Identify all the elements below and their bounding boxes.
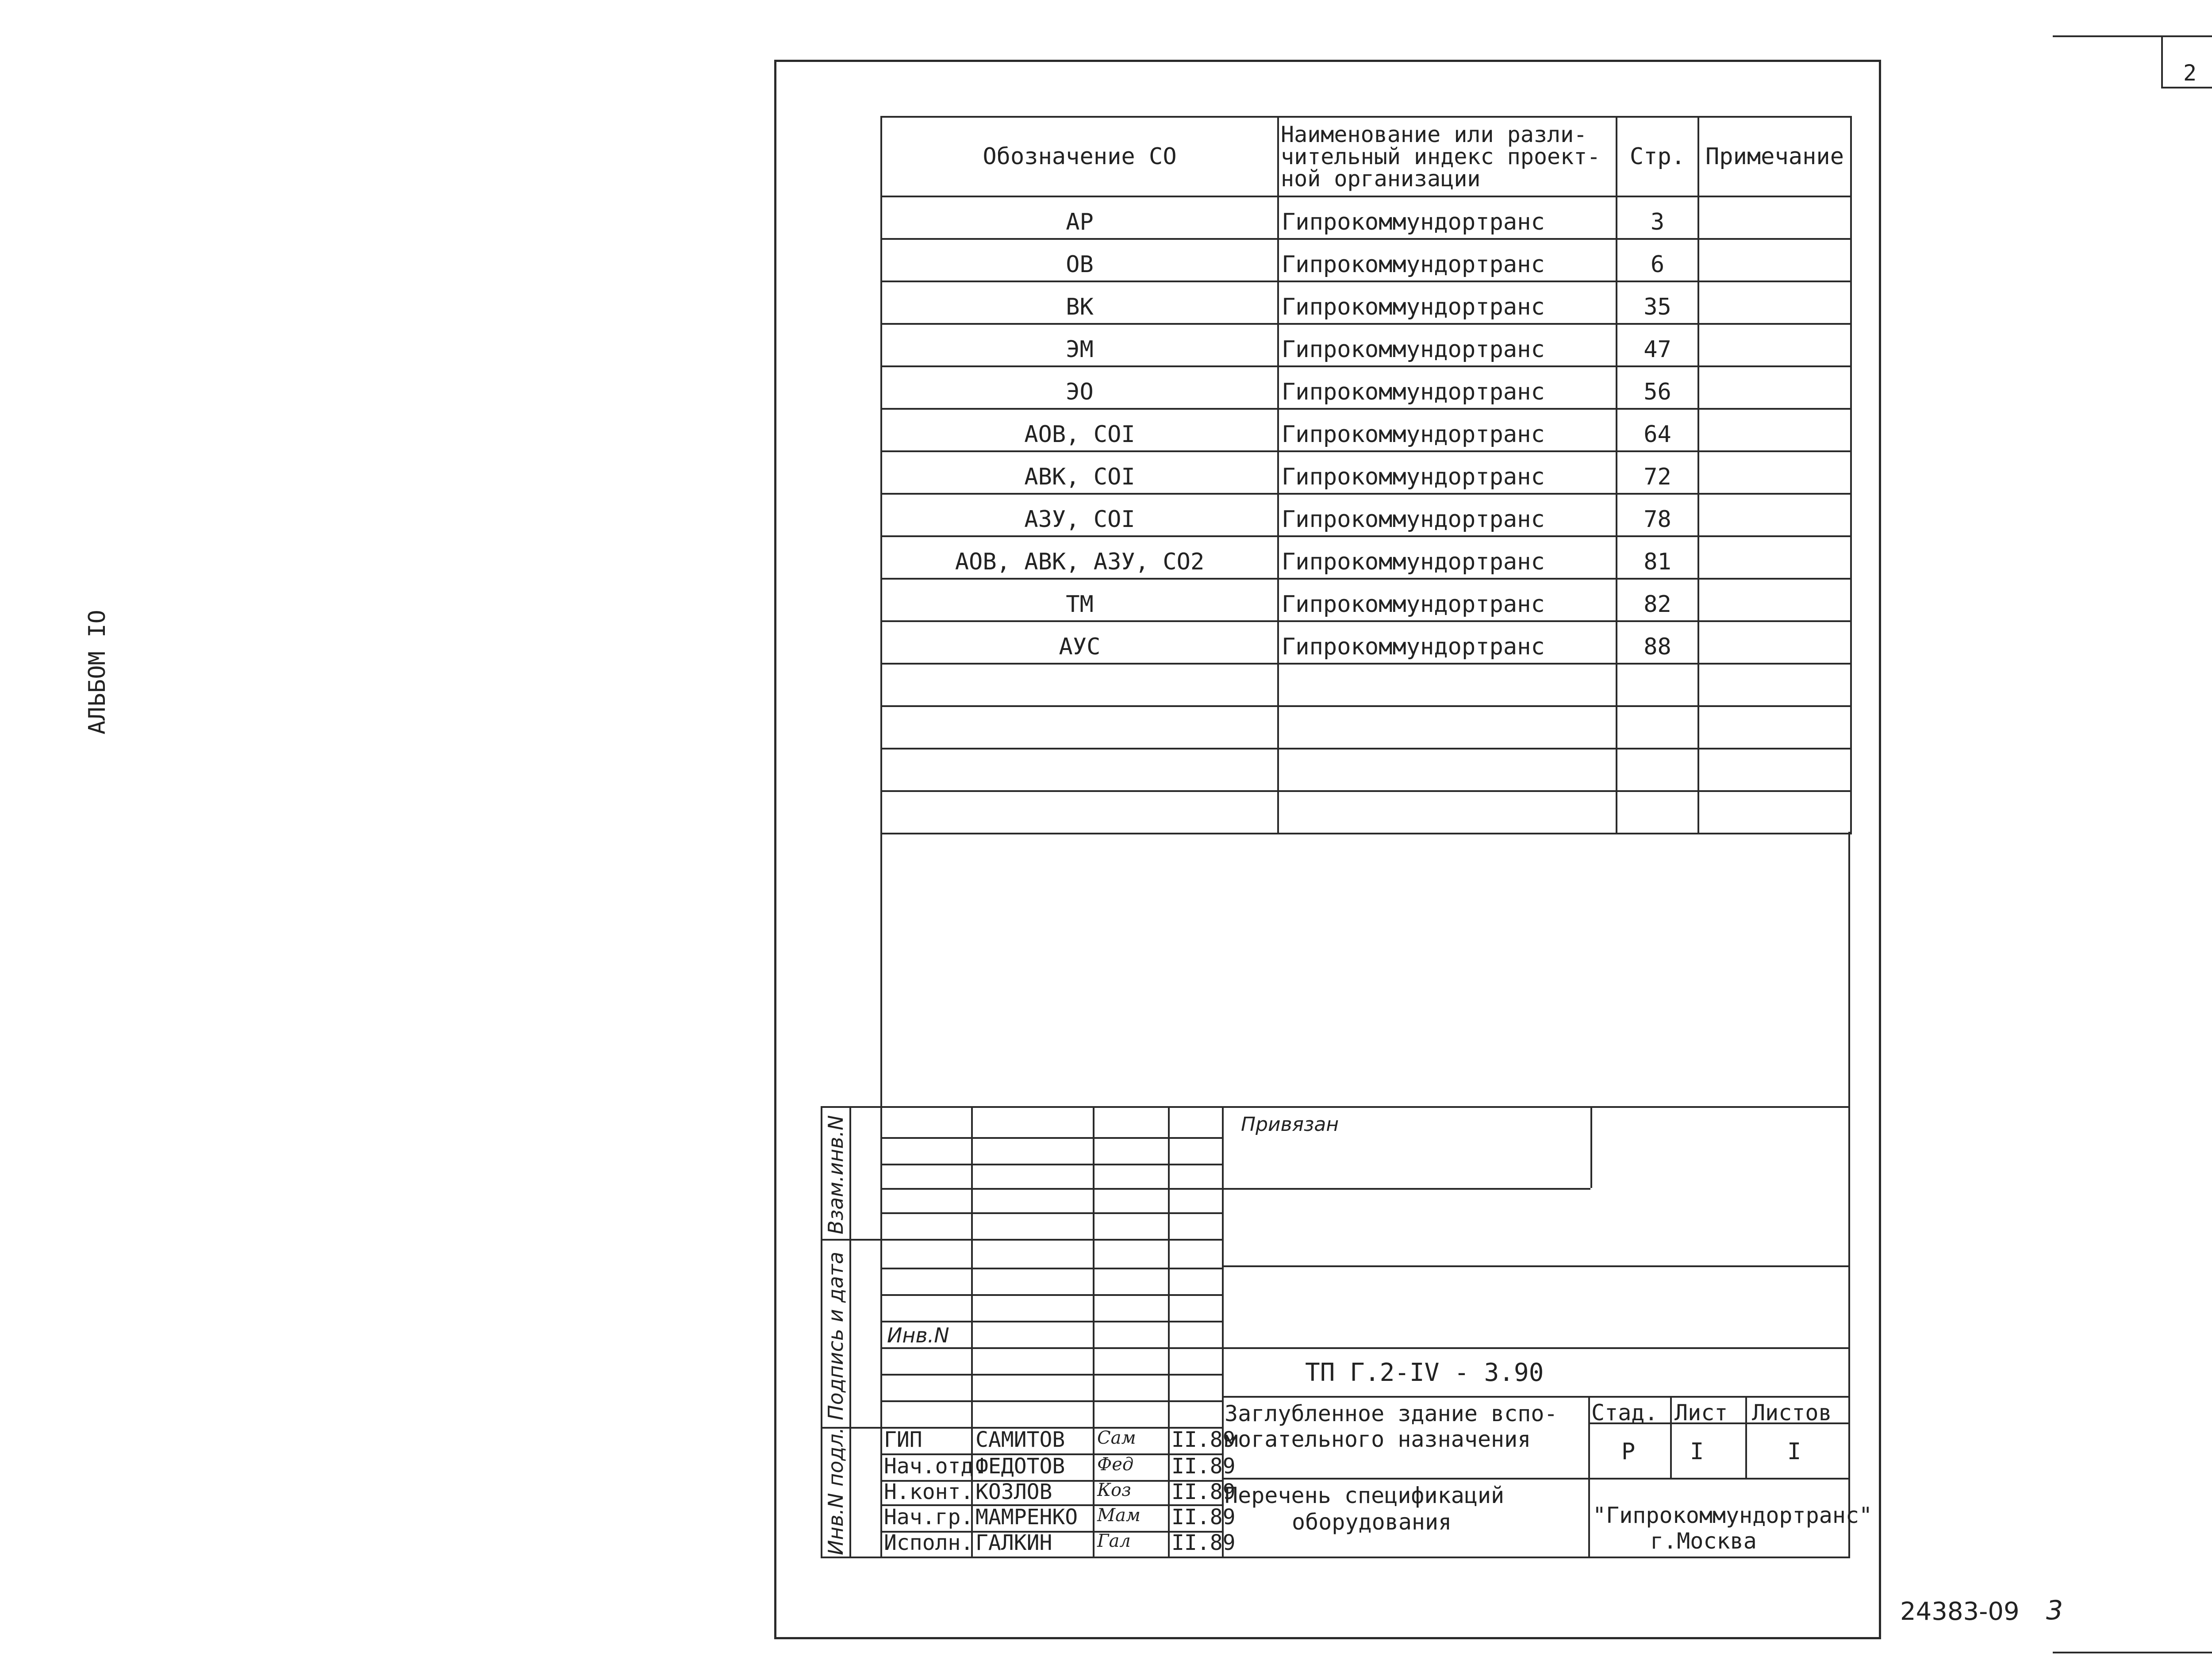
spec-row bbox=[881, 324, 1851, 366]
spec-cell-page: 56 bbox=[1617, 366, 1698, 409]
footer-code: 24383-09 bbox=[1900, 1597, 2020, 1626]
corner-bottom-line bbox=[2053, 1652, 2212, 1653]
tb-right-h-4 bbox=[1222, 1478, 1850, 1480]
staff-date: II.89 bbox=[1171, 1427, 1236, 1452]
spec-cell-note bbox=[1698, 749, 1851, 791]
sheet-value: I bbox=[1690, 1438, 1704, 1465]
spec-cell-note bbox=[1698, 281, 1851, 324]
corner-sheet-number: 2 bbox=[2183, 60, 2197, 86]
spec-row bbox=[881, 494, 1851, 536]
spec-cell-name: Гипрокоммундортранс bbox=[1278, 579, 1617, 621]
spec-cell-designation: ВК bbox=[881, 281, 1278, 324]
object-name-line2: могательного назначения bbox=[1225, 1426, 1531, 1452]
object-name-line1: Заглубленное здание вспо- bbox=[1225, 1401, 1558, 1426]
spec-cell-page: 78 bbox=[1617, 494, 1698, 536]
spec-cell-designation: ЭО bbox=[881, 366, 1278, 409]
spec-row bbox=[881, 196, 1851, 239]
grid-h-8 bbox=[880, 1321, 1223, 1322]
staff-role: Нач.гр. bbox=[884, 1505, 974, 1530]
spec-cell-name bbox=[1278, 749, 1617, 791]
spec-row bbox=[881, 791, 1851, 834]
spec-row bbox=[881, 451, 1851, 494]
spec-cell-name: Гипрокоммундортранс bbox=[1278, 536, 1617, 579]
org-city: г.Москва bbox=[1650, 1528, 1757, 1554]
spec-row bbox=[881, 239, 1851, 281]
stamp-div-1 bbox=[821, 1239, 880, 1241]
spec-row bbox=[881, 706, 1851, 749]
spec-header-row bbox=[881, 117, 1851, 196]
tb-stamp-inner-line bbox=[849, 1106, 851, 1557]
spec-cell-name bbox=[1278, 791, 1617, 834]
sheets-label: Листов bbox=[1752, 1400, 1832, 1426]
spec-body bbox=[881, 196, 1851, 834]
staff-signature: Гал bbox=[1097, 1531, 1131, 1551]
spec-row bbox=[881, 409, 1851, 451]
spec-cell-designation: АОВ, СОI bbox=[881, 409, 1278, 451]
staff-name: КОЗЛОВ bbox=[975, 1480, 1052, 1504]
stage-label: Стад. bbox=[1591, 1400, 1658, 1426]
spec-cell-name: Гипрокоммундортранс bbox=[1278, 239, 1617, 281]
spec-cell-name: Гипрокоммундортранс bbox=[1278, 324, 1617, 366]
sheet-title-line1: Перечень спецификаций bbox=[1225, 1483, 1505, 1508]
sheet-title-line2: оборудования bbox=[1292, 1509, 1452, 1535]
spec-cell-name bbox=[1278, 706, 1617, 749]
stage-block-v2 bbox=[1745, 1396, 1747, 1478]
tb-right-h-1 bbox=[1222, 1265, 1850, 1267]
corner-box-bottom bbox=[2161, 87, 2212, 88]
grid-h-7 bbox=[880, 1294, 1223, 1296]
staff-role: Н.конт. bbox=[884, 1480, 974, 1504]
spec-cell-page: 64 bbox=[1617, 409, 1698, 451]
spec-cell-page: 35 bbox=[1617, 281, 1698, 324]
spec-cell-page: 82 bbox=[1617, 579, 1698, 621]
grid-h-3 bbox=[880, 1188, 1223, 1190]
sheets-value: I bbox=[1787, 1438, 1801, 1465]
spec-cell-page: 6 bbox=[1617, 239, 1698, 281]
stamp-vzam-inv: Взам.инв.N bbox=[824, 1115, 848, 1234]
inv-n-label: Инв.N bbox=[887, 1323, 949, 1347]
stage-value: Р bbox=[1621, 1438, 1636, 1465]
spec-cell-page bbox=[1617, 791, 1698, 834]
spec-cell-designation bbox=[881, 706, 1278, 749]
spec-cell-designation: ОВ bbox=[881, 239, 1278, 281]
privyazan-divider bbox=[1590, 1106, 1592, 1188]
grid-h-5 bbox=[880, 1239, 1223, 1241]
spec-cell-name: Гипрокоммундортранс bbox=[1278, 409, 1617, 451]
spec-cell-note bbox=[1698, 366, 1851, 409]
privyazan-bottom bbox=[1222, 1188, 1590, 1190]
spec-cell-page bbox=[1617, 664, 1698, 706]
grid-h-11 bbox=[880, 1400, 1223, 1402]
header-designation: Обозначение СО bbox=[881, 117, 1278, 196]
staff-date: II.89 bbox=[1171, 1505, 1236, 1530]
grid-h-10 bbox=[880, 1374, 1223, 1376]
staff-name: САМИТОВ bbox=[975, 1427, 1065, 1452]
spec-cell-designation bbox=[881, 749, 1278, 791]
spec-cell-name: Гипрокоммундортранс bbox=[1278, 451, 1617, 494]
spec-row bbox=[881, 749, 1851, 791]
tb-left-line bbox=[821, 1106, 822, 1557]
spec-cell-page: 88 bbox=[1617, 621, 1698, 664]
spec-cell-page: 47 bbox=[1617, 324, 1698, 366]
spec-cell-designation: АУС bbox=[881, 621, 1278, 664]
tb-right-h-3 bbox=[1222, 1396, 1850, 1398]
spec-cell-name: Гипрокоммундортранс bbox=[1278, 281, 1617, 324]
spec-cell-note bbox=[1698, 494, 1851, 536]
spec-cell-name bbox=[1278, 664, 1617, 706]
stamp-podpis-data: Подпись и дата bbox=[824, 1251, 848, 1420]
spec-table bbox=[880, 116, 1852, 834]
spec-row bbox=[881, 621, 1851, 664]
tb-bottom-line bbox=[821, 1557, 1850, 1558]
tb-top-line bbox=[821, 1106, 1850, 1108]
staff-name: ФЕДОТОВ bbox=[975, 1454, 1065, 1479]
header-note: Примечание bbox=[1698, 117, 1851, 196]
spec-cell-name: Гипрокоммундортранс bbox=[1278, 621, 1617, 664]
sheet-label: Лист bbox=[1674, 1400, 1728, 1426]
spec-cell-designation: АВК, СОI bbox=[881, 451, 1278, 494]
spec-cell-designation: АР bbox=[881, 196, 1278, 239]
staff-signature: Фед bbox=[1097, 1454, 1134, 1475]
staff-signature: Мам bbox=[1097, 1505, 1141, 1526]
spec-cell-page bbox=[1617, 706, 1698, 749]
spec-cell-designation: ТМ bbox=[881, 579, 1278, 621]
spec-row bbox=[881, 366, 1851, 409]
grid-h-2 bbox=[880, 1164, 1223, 1165]
spec-cell-note bbox=[1698, 579, 1851, 621]
spec-cell-name: Гипрокоммундортранс bbox=[1278, 196, 1617, 239]
spec-cell-page: 81 bbox=[1617, 536, 1698, 579]
grid-v-sign bbox=[1093, 1106, 1094, 1557]
spec-cell-designation: АЗУ, СОI bbox=[881, 494, 1278, 536]
header-name: Наименование или разли- чительный индекс проект- ной организации bbox=[1278, 117, 1617, 196]
spec-cell-note bbox=[1698, 451, 1851, 494]
spec-row bbox=[881, 579, 1851, 621]
org-name: "Гипрокоммундортранс" bbox=[1593, 1503, 1873, 1528]
privyazan-label: Привязан bbox=[1241, 1113, 1339, 1136]
staff-date: II.89 bbox=[1171, 1530, 1236, 1555]
spec-cell-page: 3 bbox=[1617, 196, 1698, 239]
doc-code: ТП Г.2-IV - 3.90 bbox=[1305, 1358, 1544, 1387]
staff-name: МАМРЕНКО bbox=[975, 1505, 1078, 1530]
staff-name: ГАЛКИН bbox=[975, 1530, 1052, 1555]
spec-cell-note bbox=[1698, 706, 1851, 749]
spec-cell-note bbox=[1698, 324, 1851, 366]
staff-signature: Сам bbox=[1097, 1428, 1136, 1448]
spec-cell-designation bbox=[881, 664, 1278, 706]
blank-area-left bbox=[880, 832, 882, 1106]
stage-block-v1 bbox=[1670, 1396, 1672, 1478]
stage-block-left bbox=[1588, 1396, 1590, 1557]
grid-h-6 bbox=[880, 1268, 1223, 1269]
tb-right-h-2 bbox=[1222, 1347, 1850, 1349]
grid-h-4 bbox=[880, 1212, 1223, 1214]
spec-cell-name: Гипрокоммундортранс bbox=[1278, 366, 1617, 409]
corner-box-left bbox=[2161, 35, 2163, 88]
staff-date: II.89 bbox=[1171, 1480, 1236, 1504]
spec-cell-note bbox=[1698, 621, 1851, 664]
staff-signature: Коз bbox=[1097, 1480, 1131, 1500]
grid-h-9 bbox=[880, 1347, 1223, 1349]
grid-h-1 bbox=[880, 1137, 1223, 1139]
footer-page: 3 bbox=[2046, 1595, 2063, 1626]
header-page: Стр. bbox=[1617, 117, 1698, 196]
spec-cell-note bbox=[1698, 409, 1851, 451]
spec-cell-page bbox=[1617, 749, 1698, 791]
spec-cell-name: Гипрокоммундортранс bbox=[1278, 494, 1617, 536]
corner-top-line bbox=[2053, 35, 2212, 37]
spec-row bbox=[881, 664, 1851, 706]
grid-v-date bbox=[1168, 1106, 1170, 1557]
spec-cell-designation bbox=[881, 791, 1278, 834]
spec-cell-designation: АОВ, АВК, АЗУ, СО2 bbox=[881, 536, 1278, 579]
spec-row bbox=[881, 536, 1851, 579]
staff-date: II.89 bbox=[1171, 1454, 1236, 1479]
spec-cell-note bbox=[1698, 536, 1851, 579]
spec-row bbox=[881, 281, 1851, 324]
spec-cell-note bbox=[1698, 664, 1851, 706]
staff-role: Исполн. bbox=[884, 1530, 974, 1555]
stamp-inv-podl: Инв.N подл. bbox=[824, 1427, 848, 1555]
spec-cell-note bbox=[1698, 791, 1851, 834]
spec-cell-note bbox=[1698, 196, 1851, 239]
staff-role: Нач.отд. bbox=[884, 1454, 987, 1479]
album-label: АЛЬБОМ IO bbox=[84, 610, 111, 734]
spec-cell-note bbox=[1698, 239, 1851, 281]
spec-cell-designation: ЭМ bbox=[881, 324, 1278, 366]
spec-cell-page: 72 bbox=[1617, 451, 1698, 494]
blank-area-right bbox=[1848, 832, 1850, 1557]
staff-role: ГИП bbox=[884, 1427, 922, 1452]
tb-grid-left bbox=[880, 1106, 882, 1557]
